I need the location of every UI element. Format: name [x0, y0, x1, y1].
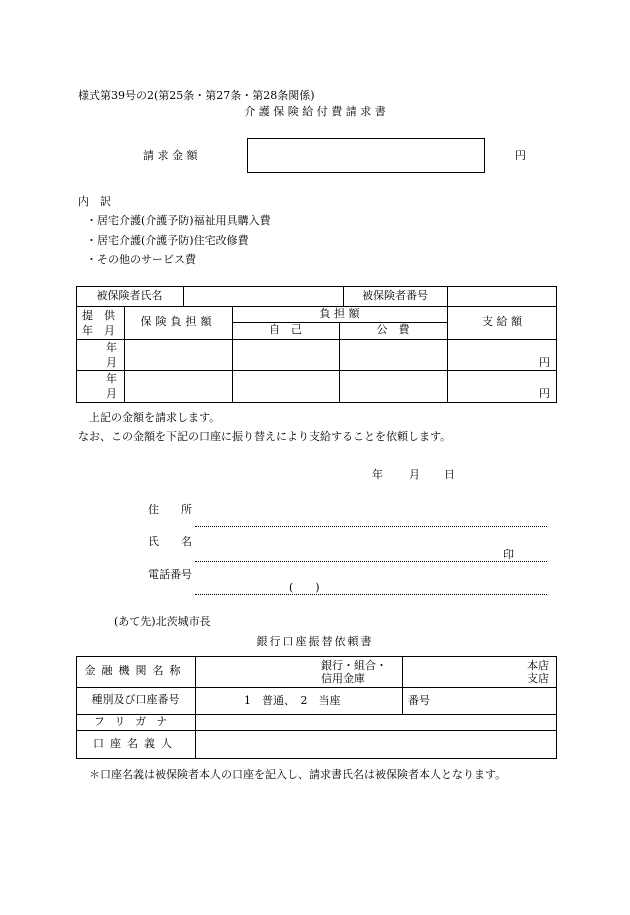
- insured-name-field[interactable]: [184, 287, 342, 305]
- phone-label: 電話番号: [148, 568, 192, 581]
- bank-section-title: 銀行口座振替依頼書: [256, 635, 374, 648]
- claim-amount-field[interactable]: [247, 138, 485, 173]
- insured-number-field[interactable]: [448, 287, 556, 305]
- form-title: 介 護 保 険 給 付 費 請 求 書: [244, 105, 386, 118]
- statement-line-1: 上記の金額を請求します。: [89, 411, 221, 424]
- row1-year: 年: [106, 341, 117, 354]
- name-label: 氏 名: [148, 535, 192, 548]
- date-month: 月: [409, 468, 420, 481]
- branch-office: 支店: [527, 672, 549, 685]
- insured-name-label: 被保険者氏名: [96, 288, 163, 302]
- furigana-label: フリガナ: [93, 714, 178, 728]
- row1-month: 月: [106, 356, 117, 369]
- seal-mark: 印: [503, 548, 514, 561]
- breakdown-item-housing-renovation: ・居宅介護(介護予防)住宅改修費: [86, 234, 249, 247]
- bank-types-line-1: 銀行・組合・: [321, 659, 387, 672]
- breakdown-item-welfare-equipment: ・居宅介護(介護予防)福祉用具購入費: [86, 214, 271, 227]
- provision-label-1: 提 供: [82, 309, 115, 322]
- burden-label: 負 担 額: [319, 306, 360, 320]
- date-year: 年: [372, 468, 383, 481]
- provision-label-2: 年 月: [82, 324, 115, 337]
- insurance-burden-label: 保険負担額: [140, 315, 216, 329]
- account-number-label: 番号: [408, 694, 430, 707]
- bank-types-line-2: 信用金庫: [321, 672, 365, 685]
- account-holder-label: 口座名義人: [93, 737, 178, 751]
- payment-amount-label: 支 給 額: [482, 315, 522, 329]
- phone-line[interactable]: [195, 594, 547, 595]
- breakdown-item-other-services: ・その他のサービス費: [86, 253, 196, 266]
- claim-amount-unit: 円: [515, 149, 526, 162]
- footnote: ＊口座名義は被保険者本人の口座を記入し、請求書氏名は被保険者本人となります。: [89, 768, 507, 781]
- phone-parentheses: ( ): [289, 581, 320, 594]
- institution-label: 金融機関名称: [84, 664, 187, 678]
- row1-yen: 円: [539, 356, 550, 369]
- claim-amount-value: [248, 139, 484, 172]
- statement-line-2: なお、この金額を下記の口座に振り替えにより支給することを依頼します。: [78, 430, 452, 443]
- account-type-label: 種別及び口座番号: [91, 693, 180, 707]
- address-line[interactable]: [195, 526, 547, 527]
- furigana-field[interactable]: [196, 715, 556, 729]
- insured-number-label: 被保険者番号: [362, 288, 428, 302]
- form-number: 様式第39号の2(第25条・第27条・第28条関係): [78, 89, 315, 102]
- name-line[interactable]: [195, 561, 547, 562]
- head-office: 本店: [527, 659, 549, 672]
- address-label: 住 所: [148, 503, 192, 516]
- addressee: (あて先)北茨城市長: [114, 615, 211, 628]
- date-day: 日: [444, 468, 455, 481]
- public-burden-label: 公 費: [376, 323, 410, 337]
- row2-yen: 円: [539, 387, 550, 400]
- account-holder-field[interactable]: [196, 731, 556, 758]
- self-burden-label: 自 己: [269, 323, 302, 337]
- account-types: 1 普通、 2 当座: [244, 694, 341, 707]
- row2-year: 年: [106, 372, 117, 385]
- breakdown-title: 内 訳: [78, 195, 111, 208]
- row2-month: 月: [106, 387, 117, 400]
- claim-amount-label: 請 求 金 額: [143, 149, 198, 162]
